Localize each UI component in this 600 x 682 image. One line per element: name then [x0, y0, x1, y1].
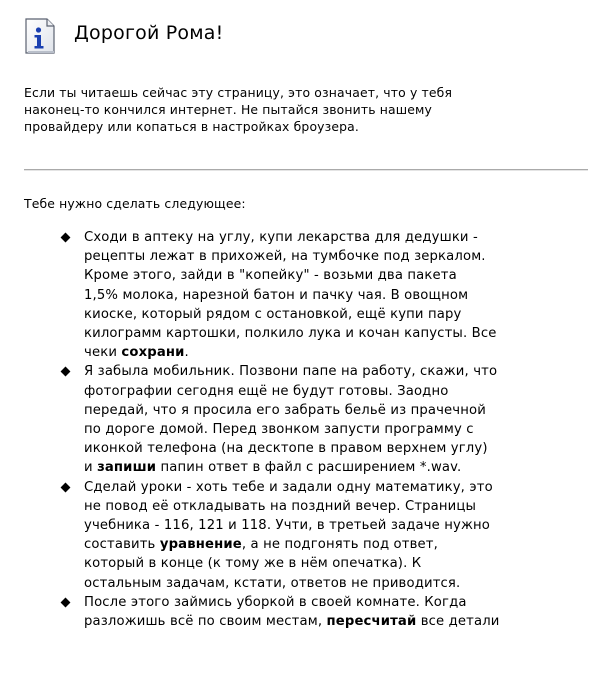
task-line: рецепты лежат в прихожей, на тумбочке под зеркалом.	[84, 249, 486, 265]
intro-paragraph	[24, 84, 584, 135]
task-line: Сделай уроки - хоть тебе и задали одну математику, это	[84, 479, 493, 495]
task-line: киоске, который рядом с остановкой, ещё купи пару	[84, 306, 462, 322]
intro-line: провайдеру или копаться в настройках броузера.	[24, 119, 360, 134]
task-item	[62, 478, 592, 593]
bullet-icon	[61, 367, 71, 377]
bullet-icon	[61, 597, 71, 607]
task-line: иконкой телефона (на десктопе в правом верхнем углу)	[84, 441, 488, 457]
emphasis-save: сохрани	[121, 345, 185, 361]
task-line: фотографии сегодня ещё не будут готовы. Заодно	[84, 383, 449, 399]
bullet-icon	[61, 482, 71, 492]
emphasis-recount: пересчитай	[326, 614, 417, 630]
emphasis-record: запиши	[97, 460, 157, 476]
intro-line: наконец-то кончился интернет. Не пытайся звонить нашему	[24, 102, 432, 117]
task-line: килограмм картошки, полкило лука и кочан капусты. Все	[84, 326, 497, 342]
emphasis-equation: уравнение	[159, 537, 242, 553]
task-line: чеки сохрани.	[84, 345, 189, 361]
task-line: Сходи в аптеку на углу, купи лекарства для дедушки -	[84, 230, 478, 245]
divider	[24, 169, 588, 171]
task-line: Кроме этого, зайди в "копейку" - возьми два пакета	[84, 268, 457, 284]
task-line: Я забыла мобильник. Позвони папе на работу, скажи, что	[84, 364, 498, 380]
page-title: Дорогой Рома!	[74, 22, 224, 44]
task-line: После этого займись уборкой в своей комнате. Когда	[84, 594, 467, 610]
task-line: и запиши папин ответ в файл с расширением *.wav.	[84, 460, 462, 476]
task-item	[62, 593, 592, 631]
task-line: по дороге домой. Перед звонком запусти программу с	[84, 422, 474, 438]
task-line: разложишь всё по своим местам, пересчитай все детали	[84, 614, 500, 630]
task-line: составить уравнение, а не подгонять под ответ,	[84, 537, 438, 553]
task-item	[62, 362, 592, 477]
info-icon	[23, 17, 57, 55]
task-line: учебника - 116, 121 и 118. Учти, в третьей задаче нужно	[84, 518, 491, 534]
task-line: 1,5% молока, нарезной батон и пачку чая. В овощном	[84, 287, 469, 303]
task-line: передай, что я просила его забрать бельё из прачечной	[84, 402, 486, 418]
task-line: не повод её откладывать на поздний вечер. Страницы	[84, 498, 477, 514]
task-line: остальным задачам, кстати, ответов не приводится.	[84, 575, 461, 591]
task-item	[62, 228, 592, 362]
tasks-intro: Тебе нужно сделать следующее:	[24, 196, 246, 211]
intro-line: Если ты читаешь сейчас эту страницу, это означает, что у тебя	[24, 85, 453, 100]
task-line: который в конце (к тому же в нём опечатка). К	[84, 556, 422, 572]
bullet-icon	[61, 233, 71, 243]
task-list	[62, 228, 592, 631]
header	[23, 17, 223, 61]
